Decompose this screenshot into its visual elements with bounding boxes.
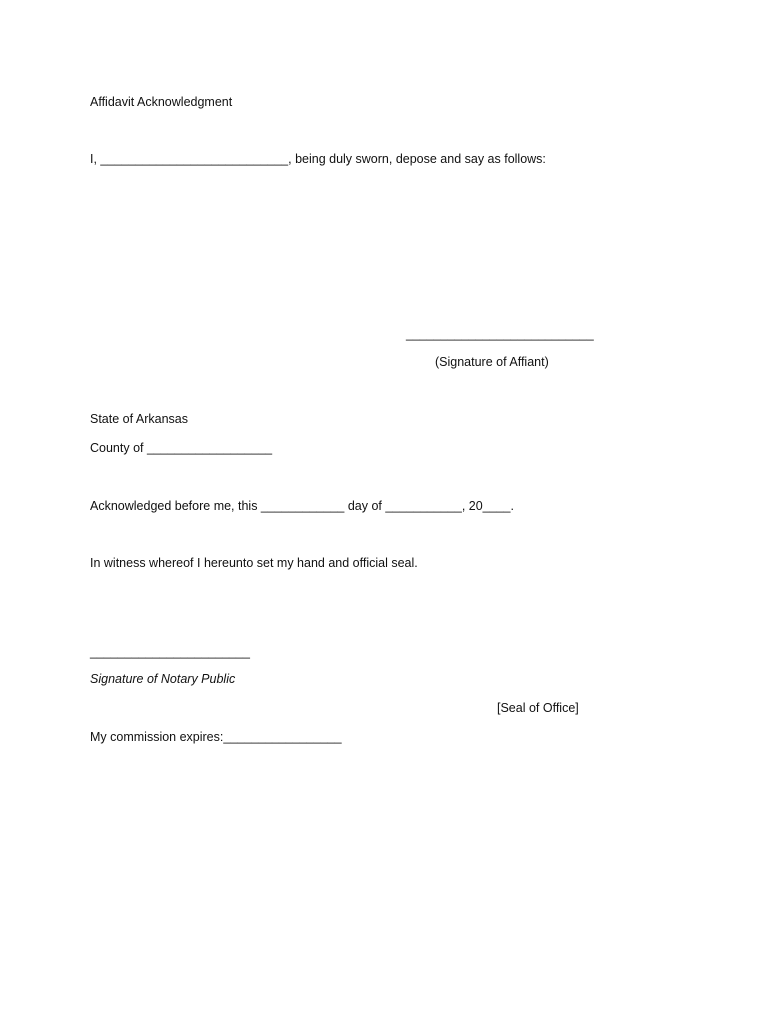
notary-signature-label: Signature of Notary Public	[90, 672, 236, 686]
county-line: County of __________________	[90, 441, 273, 455]
commission-expires-line: My commission expires:_________________	[90, 730, 342, 744]
seal-of-office-label: [Seal of Office]	[497, 701, 579, 715]
notary-signature-line: _______________________	[90, 645, 250, 659]
document-title: Affidavit Acknowledgment	[90, 95, 233, 109]
state-line: State of Arkansas	[90, 412, 188, 426]
witness-statement: In witness whereof I hereunto set my hand and official seal.	[90, 556, 418, 570]
oath-statement: I, ___________________________, being duly sworn, depose and say as follows:	[90, 152, 546, 166]
acknowledgment-line: Acknowledged before me, this ____________ day of ___________, 20____.	[90, 499, 514, 513]
affiant-signature-line: ___________________________	[406, 327, 594, 341]
affiant-signature-label: (Signature of Affiant)	[435, 355, 549, 369]
